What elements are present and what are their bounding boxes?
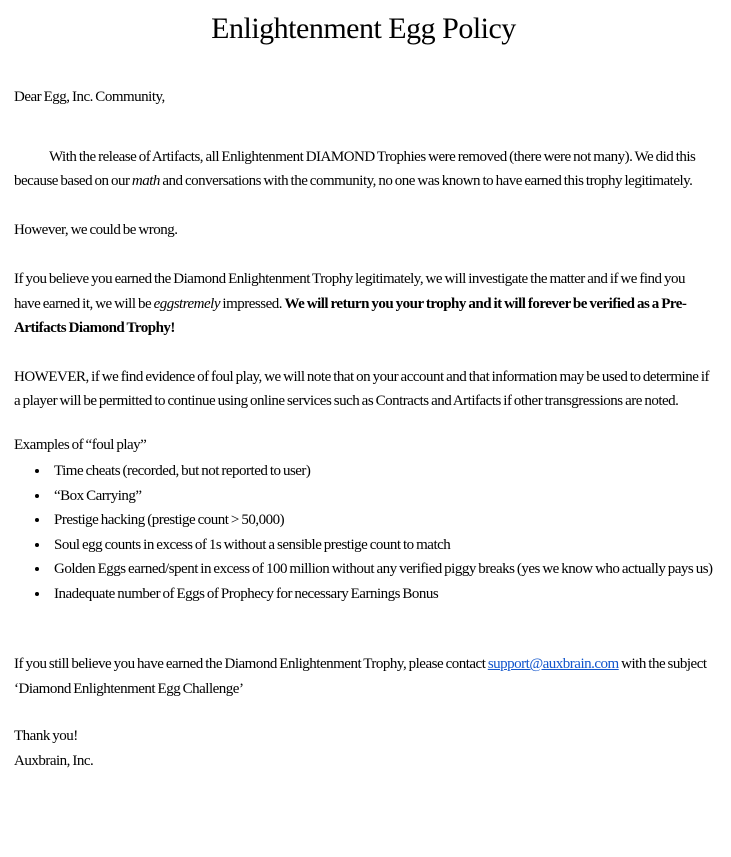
intro-text-2: and conversations with the community, no one was known to have earned this trophy legitimately. <box>159 173 693 189</box>
paragraph-intro <box>14 145 713 194</box>
closing-block <box>14 724 713 773</box>
list-item-time-cheats: • Time cheats (recorded, but not reported to user) <box>50 459 713 484</box>
contact-text-1: If you still believe you have earned the Diamond Enlightenment Trophy, please contact <box>14 656 488 672</box>
believe-text-1: If you believe you earned the Diamond Enlightenment Trophy legitimately, we will investigate the matter and if we find you have earned it, we will be <box>14 271 685 312</box>
list-item-golden-eggs: • Golden Eggs earned/spent in excess of 100 million without any verified piggy breaks (yes we know who actually pays us) <box>50 557 713 582</box>
closing-thanks: Thank you! <box>14 728 78 744</box>
list-item-prestige-hacking: • Prestige hacking (prestige count > 50,000) <box>50 508 713 533</box>
paragraph-wrong: However, we could be wrong. <box>14 221 178 238</box>
italic-math: math <box>131 173 160 189</box>
closing-signature: Auxbrain, Inc. <box>14 752 94 769</box>
examples-heading: Examples of “foul play” <box>14 436 147 453</box>
paragraph-however: HOWEVER, if we find evidence of foul play, we will note that on your account and that information may be used to determine if a player will be permitted to continue using online services such as Contracts and Artifacts if other transgressions are noted. <box>14 368 709 409</box>
list-item-box-carrying: • “Box Carrying” <box>50 484 713 509</box>
paragraph-believe <box>14 267 713 341</box>
foul-play-list <box>14 459 713 606</box>
believe-text-2: impressed. <box>219 295 285 312</box>
paragraph-contact <box>14 652 713 701</box>
list-item-soul-egg-counts: • Soul egg counts in excess of 1s without a sensible prestige count to match <box>50 533 713 558</box>
support-email-link[interactable]: support@auxbrain.com <box>487 656 619 672</box>
intro-text-1: With the release of Artifacts, all Enlightenment DIAMOND Trophies were removed (there were not many). We did this because based on our <box>14 148 696 189</box>
bold-trophy-promise: We will return you your trophy and it will forever be verified as a Pre-Artifacts Diamond Trophy! <box>14 295 687 336</box>
page-title: Enlightenment Egg Policy <box>211 12 516 45</box>
list-item-eggs-of-prophecy: • Inadequate number of Eggs of Prophecy for necessary Earnings Bonus <box>50 582 713 607</box>
italic-eggstremely: eggstremely <box>153 295 220 312</box>
contact-text-2: with the subject ‘Diamond Enlightenment Egg Challenge’ <box>14 656 707 697</box>
salutation: Dear Egg, Inc. Community, <box>14 89 165 105</box>
